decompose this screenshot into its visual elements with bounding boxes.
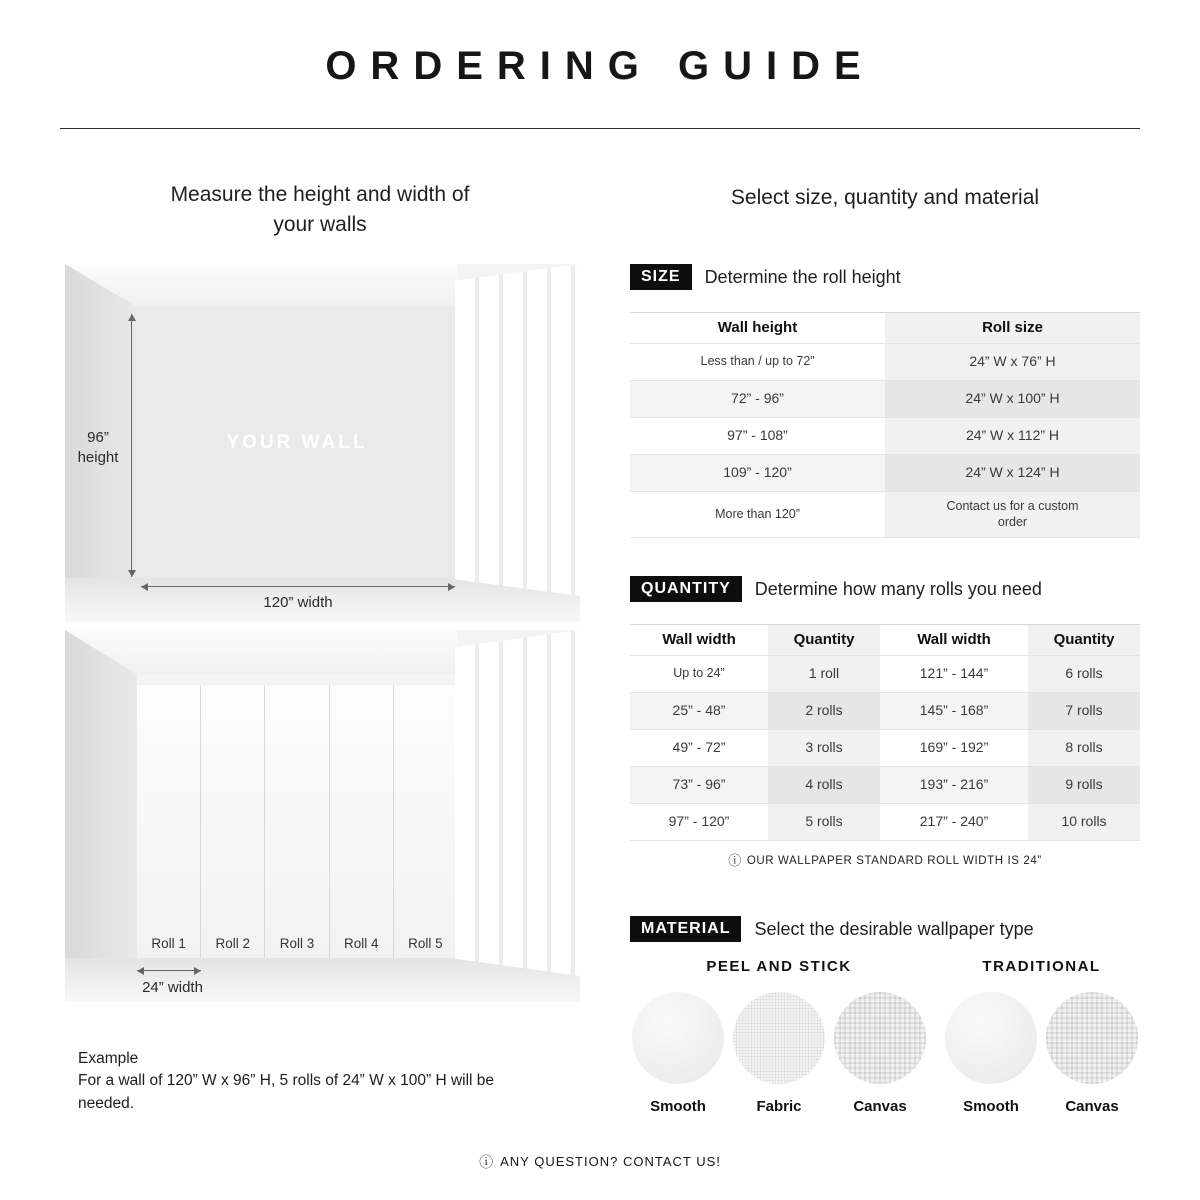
example-title: Example <box>78 1050 139 1067</box>
your-wall <box>137 307 457 579</box>
swatch-label: Smooth <box>650 1098 706 1115</box>
size-table-row <box>630 344 1140 381</box>
wall-height-column-header: Wall height <box>717 318 798 336</box>
wall-height-cell: More than 120” <box>715 506 800 521</box>
peel-and-stick-group <box>630 958 928 1115</box>
quantity-table-row <box>630 693 1140 730</box>
header-divider <box>60 128 1140 129</box>
quantity-badge: QUANTITY <box>630 576 742 602</box>
peel-and-stick-title: PEEL AND STICK <box>706 958 852 975</box>
quantity-column-header: Quantity <box>1028 625 1140 655</box>
swatch-label: Fabric <box>756 1098 802 1115</box>
example-text: For a wall of 120” W x 96” H, 5 rolls of 24” W x 100” H will be needed. <box>78 1072 495 1112</box>
room-window <box>455 264 580 596</box>
wall-measure-illustration <box>65 264 580 622</box>
roll-size-cell: Contact us for a custom order <box>885 492 1140 537</box>
roll-panel <box>201 685 265 960</box>
info-icon: ⓘ <box>479 1154 495 1170</box>
roll-panel <box>265 685 329 960</box>
wall-width-cell: Up to 24” <box>673 666 725 681</box>
smooth-swatch-icon <box>945 992 1037 1084</box>
wall-width-column-header: Wall width <box>917 630 991 648</box>
room-window <box>455 630 580 976</box>
swatch-label: Canvas <box>1065 1098 1119 1115</box>
quantity-section-label: Determine how many rolls you need <box>754 578 1042 599</box>
quantity-section-header <box>630 576 1042 602</box>
contact-text: ANY QUESTION? CONTACT US! <box>500 1154 721 1169</box>
roll-size-cell: 24” W x 76” H <box>885 344 1140 380</box>
page-title: ORDERING GUIDE <box>325 44 875 88</box>
quantity-cell: 8 rolls <box>1028 730 1140 766</box>
rolls-wall <box>137 685 457 960</box>
smooth-swatch-icon <box>632 992 724 1084</box>
roll-panel <box>330 685 394 960</box>
roll-width-label: 24” width <box>142 979 203 996</box>
material-options <box>630 958 1140 1115</box>
height-dimension-arrow <box>131 314 132 577</box>
wall-height-word: height <box>77 449 119 467</box>
size-table-header-row <box>630 313 1140 344</box>
size-table <box>630 312 1140 538</box>
roll-size-column-header: Roll size <box>885 313 1140 343</box>
wall-width-cell: 217” - 240” <box>919 813 989 830</box>
wall-width-cell: 25” - 48” <box>672 702 726 719</box>
material-swatch-fabric <box>731 992 827 1115</box>
roll-size-cell: 24” W x 100” H <box>885 381 1140 417</box>
quantity-cell: 5 rolls <box>768 804 880 840</box>
wall-width-label: 120” width <box>263 594 333 611</box>
swatch-label: Smooth <box>963 1098 1019 1115</box>
your-wall-label: YOUR WALL <box>226 432 368 453</box>
traditional-group <box>943 958 1140 1115</box>
size-section-label: Determine the roll height <box>704 266 901 287</box>
roll-panel <box>137 685 201 960</box>
quantity-table-row <box>630 730 1140 767</box>
wall-width-cell: 193” - 216” <box>919 776 989 793</box>
fabric-swatch-icon <box>733 992 825 1084</box>
wall-width-cell: 73” - 96” <box>672 776 726 793</box>
roll-label: Roll 5 <box>408 936 443 951</box>
size-badge: SIZE <box>630 264 692 290</box>
rolls-illustration <box>65 630 580 1002</box>
roll-width-dimension-arrow <box>137 970 201 971</box>
contact-footer <box>0 1152 1200 1172</box>
select-heading: Select size, quantity and material <box>730 186 1040 209</box>
roll-size-cell: 24” W x 124” H <box>885 455 1140 491</box>
wall-width-cell: 145” - 168” <box>919 702 989 719</box>
material-swatch-smooth <box>630 992 726 1115</box>
standard-roll-width-note <box>630 850 1140 869</box>
canvas-swatch-icon <box>834 992 926 1084</box>
wall-height-label <box>67 428 129 469</box>
traditional-title: TRADITIONAL <box>982 958 1101 975</box>
measure-heading: Measure the height and width of your walls <box>170 183 470 237</box>
quantity-table-row <box>630 767 1140 804</box>
wall-height-cell: Less than / up to 72” <box>700 354 815 369</box>
quantity-cell: 6 rolls <box>1028 656 1140 692</box>
wall-height-cell: 97” - 108” <box>727 427 788 444</box>
size-table-row <box>630 418 1140 455</box>
roll-label: Roll 3 <box>279 936 315 951</box>
roll-size-cell: 24” W x 112” H <box>885 418 1140 454</box>
traditional-swatches <box>943 992 1140 1115</box>
wall-width-column-header: Wall width <box>662 630 736 648</box>
quantity-cell: 10 rolls <box>1028 804 1140 840</box>
room-left-wall <box>65 630 137 1002</box>
swatch-label: Canvas <box>853 1098 907 1115</box>
size-table-row <box>630 492 1140 538</box>
info-icon: ⓘ <box>728 853 742 868</box>
roll-panel <box>394 685 457 960</box>
material-swatch-canvas <box>832 992 928 1115</box>
quantity-table <box>630 624 1140 841</box>
wall-height-cell: 72” - 96” <box>731 390 784 407</box>
quantity-table-row <box>630 804 1140 841</box>
wall-width-cell: 169” - 192” <box>919 739 989 756</box>
quantity-table-row <box>630 656 1140 693</box>
material-badge: MATERIAL <box>630 916 741 942</box>
note-text: OUR WALLPAPER STANDARD ROLL WIDTH IS 24” <box>746 855 1042 867</box>
quantity-cell: 7 rolls <box>1028 693 1140 729</box>
quantity-cell: 2 rolls <box>768 693 880 729</box>
wall-width-cell: 121” - 144” <box>919 665 989 682</box>
quantity-cell: 3 rolls <box>768 730 880 766</box>
wall-height-cell: 109” - 120” <box>723 464 792 481</box>
canvas-swatch-icon <box>1046 992 1138 1084</box>
size-table-row <box>630 455 1140 492</box>
roll-label: Roll 1 <box>151 936 186 951</box>
roll-label: Roll 4 <box>343 936 379 951</box>
roll-label: Roll 2 <box>215 936 251 951</box>
wall-height-value: 96” <box>87 429 109 446</box>
size-table-row <box>630 381 1140 418</box>
size-section-header <box>630 264 901 290</box>
quantity-cell: 9 rolls <box>1028 767 1140 803</box>
quantity-table-header-row <box>630 625 1140 656</box>
quantity-cell: 4 rolls <box>768 767 880 803</box>
example-block <box>78 1048 528 1115</box>
material-swatch-smooth <box>943 992 1039 1115</box>
material-section-header <box>630 916 1034 942</box>
material-section-label: Select the desirable wallpaper type <box>754 918 1034 939</box>
peel-and-stick-swatches <box>630 992 928 1115</box>
wall-width-cell: 97” - 120” <box>668 813 730 830</box>
quantity-cell: 1 roll <box>768 656 880 692</box>
wall-width-cell: 49” - 72” <box>672 739 726 756</box>
width-dimension-arrow <box>141 586 455 587</box>
quantity-column-header: Quantity <box>768 625 880 655</box>
material-swatch-canvas <box>1044 992 1140 1115</box>
